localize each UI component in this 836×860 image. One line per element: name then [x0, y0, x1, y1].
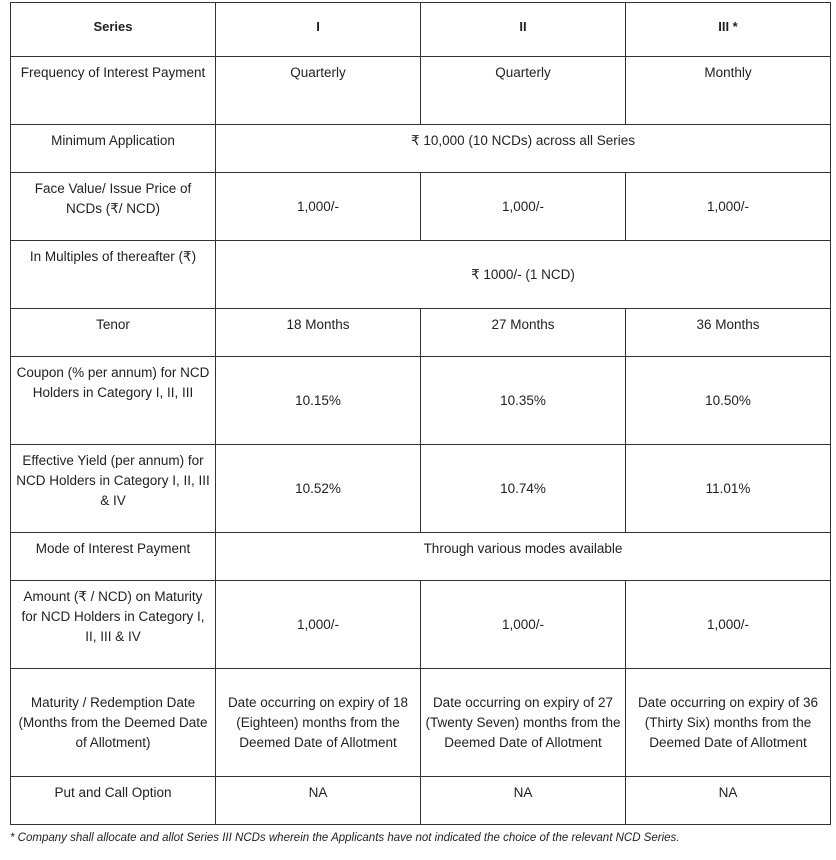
cell-tenor-1: 18 Months [216, 309, 421, 357]
label-frequency: Frequency of Interest Payment [11, 57, 216, 125]
label-maturity: Maturity / Redemption Date (Months from the Deemed Date of Allotment) [11, 669, 216, 777]
cell-face-value-3: 1,000/- [626, 173, 831, 241]
label-min-application: Minimum Application [11, 125, 216, 173]
row-maturity [11, 669, 831, 777]
row-min-application [11, 125, 831, 173]
row-multiples [11, 241, 831, 309]
row-yield [11, 445, 831, 533]
cell-amount-3: 1,000/- [626, 581, 831, 669]
label-put-call: Put and Call Option [11, 777, 216, 825]
cell-amount-1: 1,000/- [216, 581, 421, 669]
label-tenor: Tenor [11, 309, 216, 357]
footnote: * Company shall allocate and allot Series III NCDs wherein the Applicants have not indicated the choice of the relevant NCD Series. [10, 832, 680, 844]
row-tenor [11, 309, 831, 357]
cell-frequency-3: Monthly [626, 57, 831, 125]
cell-yield-3: 11.01% [626, 445, 831, 533]
label-amount: Amount (₹ / NCD) on Maturity for NCD Holders in Category I, II, III & IV [11, 581, 216, 669]
cell-tenor-3: 36 Months [626, 309, 831, 357]
header-series: Series [11, 3, 216, 57]
label-multiples: In Multiples of thereafter (₹) [11, 241, 216, 309]
row-coupon [11, 357, 831, 445]
row-face-value [11, 173, 831, 241]
cell-coupon-1: 10.15% [216, 357, 421, 445]
cell-put-call-1: NA [216, 777, 421, 825]
header-series-2: II [421, 3, 626, 57]
cell-face-value-1: 1,000/- [216, 173, 421, 241]
row-amount [11, 581, 831, 669]
label-yield: Effective Yield (per annum) for NCD Holders in Category I, II, III & IV [11, 445, 216, 533]
cell-tenor-2: 27 Months [421, 309, 626, 357]
cell-frequency-1: Quarterly [216, 57, 421, 125]
cell-amount-2: 1,000/- [421, 581, 626, 669]
cell-min-application: ₹ 10,000 (10 NCDs) across all Series [216, 125, 831, 173]
cell-yield-2: 10.74% [421, 445, 626, 533]
cell-maturity-1: Date occurring on expiry of 18 (Eighteen) months from the Deemed Date of Allotment [216, 669, 421, 777]
row-frequency [11, 57, 831, 125]
cell-maturity-3: Date occurring on expiry of 36 (Thirty Six) months from the Deemed Date of Allotment [626, 669, 831, 777]
cell-mode: Through various modes available [216, 533, 831, 581]
header-row [11, 3, 831, 57]
cell-coupon-3: 10.50% [626, 357, 831, 445]
cell-maturity-2: Date occurring on expiry of 27 (Twenty Seven) months from the Deemed Date of Allotment [421, 669, 626, 777]
cell-multiples: ₹ 1000/- (1 NCD) [216, 241, 831, 309]
header-series-1: I [216, 3, 421, 57]
label-coupon: Coupon (% per annum) for NCD Holders in Category I, II, III [11, 357, 216, 445]
row-mode [11, 533, 831, 581]
cell-coupon-2: 10.35% [421, 357, 626, 445]
header-series-3: III * [626, 3, 831, 57]
cell-yield-1: 10.52% [216, 445, 421, 533]
cell-frequency-2: Quarterly [421, 57, 626, 125]
ncd-series-table [10, 2, 831, 825]
cell-face-value-2: 1,000/- [421, 173, 626, 241]
cell-put-call-3: NA [626, 777, 831, 825]
cell-put-call-2: NA [421, 777, 626, 825]
label-mode: Mode of Interest Payment [11, 533, 216, 581]
label-face-value: Face Value/ Issue Price of NCDs (₹/ NCD) [11, 173, 216, 241]
row-put-call [11, 777, 831, 825]
